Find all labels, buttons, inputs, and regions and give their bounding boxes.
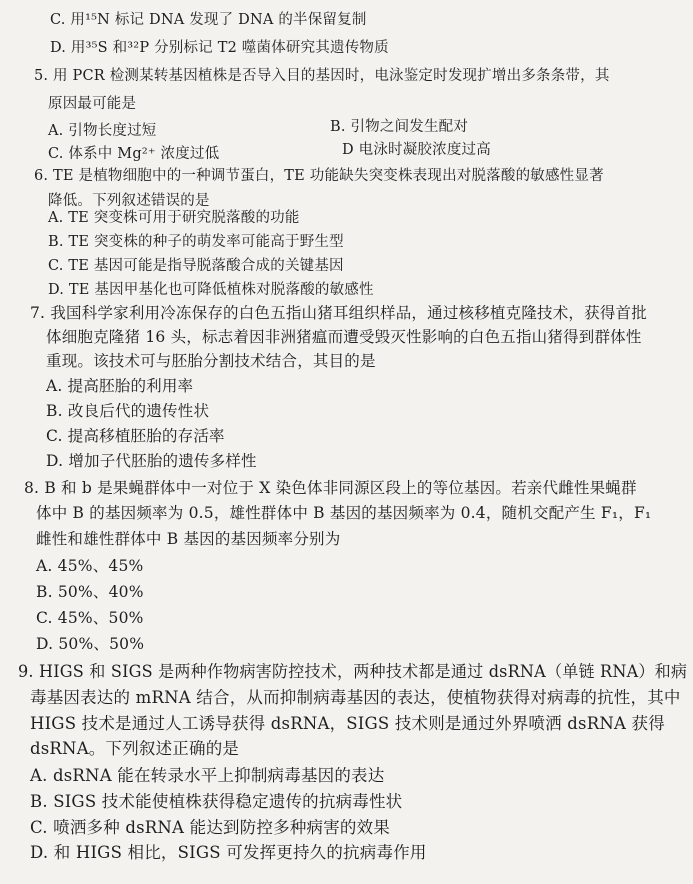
q5-option-d: D 电泳时凝胶浓度过高 (342, 142, 491, 158)
q6-stem-line2: 降低。下列叙述错误的是 (48, 193, 210, 209)
q5-stem-line1: 5. 用 PCR 检测某转基因植株是否导入目的基因时，电泳鉴定时发现扩增出多条条带，其 (34, 68, 610, 84)
q7-option-d: D. 增加子代胚胎的遗传多样性 (46, 452, 257, 470)
q5-option-a: A. 引物长度过短 (48, 123, 157, 139)
q9-option-d: D. 和 HIGS 相比，SIGS 可发挥更持久的抗病毒作用 (30, 843, 427, 862)
q6-option-c: C. TE 基因可能是指导脱落酸合成的关键基因 (48, 258, 344, 274)
q7-option-c: C. 提高移植胚胎的存活率 (46, 427, 225, 445)
q9-stem-line3: HIGS 技术是通过人工诱导获得 dsRNA，SIGS 技术则是通过外界喷洒 dsRNA 获得 (30, 714, 665, 733)
q6-option-a: A. TE 突变株可用于研究脱落酸的功能 (48, 210, 300, 226)
q6-option-b: B. TE 突变株的种子的萌发率可能高于野生型 (48, 234, 344, 250)
q7-stem-line2: 体细胞克隆猪 16 头，标志着因非洲猪瘟而遭受毁灭性影响的白色五指山猪得到群体性 (46, 328, 642, 346)
q8-stem-line1: 8. B 和 b 是果蝇群体中一对位于 X 染色体非同源区段上的等位基因。若亲代雌性果蝇群 (24, 479, 637, 497)
q8-stem-line3: 雌性和雄性群体中 B 基因的基因频率分别为 (36, 530, 341, 548)
q8-option-a: A. 45%、45% (36, 557, 144, 575)
q9-option-a: A. dsRNA 能在转录水平上抑制病毒基因的表达 (30, 766, 385, 785)
q9-stem-line4: dsRNA。下列叙述正确的是 (30, 739, 240, 758)
q8-option-c: C. 45%、50% (36, 609, 144, 627)
q5-option-c: C. 体系中 Mg²⁺ 浓度过低 (48, 146, 220, 162)
q6-stem-line1: 6. TE 是植物细胞中的一种调节蛋白，TE 功能缺失突变株表现出对脱落酸的敏感性显著 (34, 168, 604, 184)
q8-stem-line2: 体中 B 的基因频率为 0.5，雄性群体中 B 基因的基因频率为 0.4，随机交配产生 F₁，F₁ (36, 504, 652, 522)
q9-stem-line2: 毒基因表达的 mRNA 结合，从而抑制病毒基因的表达，使植物获得对病毒的抗性，其中 (30, 688, 681, 707)
q7-stem-line1: 7. 我国科学家利用冷冻保存的白色五指山猪耳组织样品，通过核移植克隆技术，获得首批 (30, 304, 647, 322)
q5-stem-line2: 原因最可能是 (48, 96, 137, 112)
q7-option-a: A. 提高胚胎的利用率 (46, 377, 194, 395)
q6-option-d: D. TE 基因甲基化也可降低植株对脱落酸的敏感性 (48, 282, 374, 298)
q7-stem-line3: 重现。该技术可与胚胎分割技术结合，其目的是 (46, 352, 376, 370)
option-d-prev: D. 用³⁵S 和³²P 分别标记 T2 噬菌体研究其遗传物质 (50, 40, 389, 56)
q7-option-b: B. 改良后代的遗传性状 (46, 402, 210, 420)
q9-stem-line1: 9. HIGS 和 SIGS 是两种作物病害防控技术，两种技术都是通过 dsRNA（单链 RNA）和病 (18, 662, 688, 681)
option-c-prev: C. 用¹⁵N 标记 DNA 发现了 DNA 的半保留复制 (50, 12, 367, 28)
q9-option-b: B. SIGS 技术能使植株获得稳定遗传的抗病毒性状 (30, 792, 403, 811)
q5-option-b: B. 引物之间发生配对 (330, 119, 469, 135)
q8-option-d: D. 50%、50% (36, 635, 145, 653)
q8-option-b: B. 50%、40% (36, 583, 144, 601)
q9-option-c: C. 喷洒多种 dsRNA 能达到防控多种病害的效果 (30, 818, 391, 837)
